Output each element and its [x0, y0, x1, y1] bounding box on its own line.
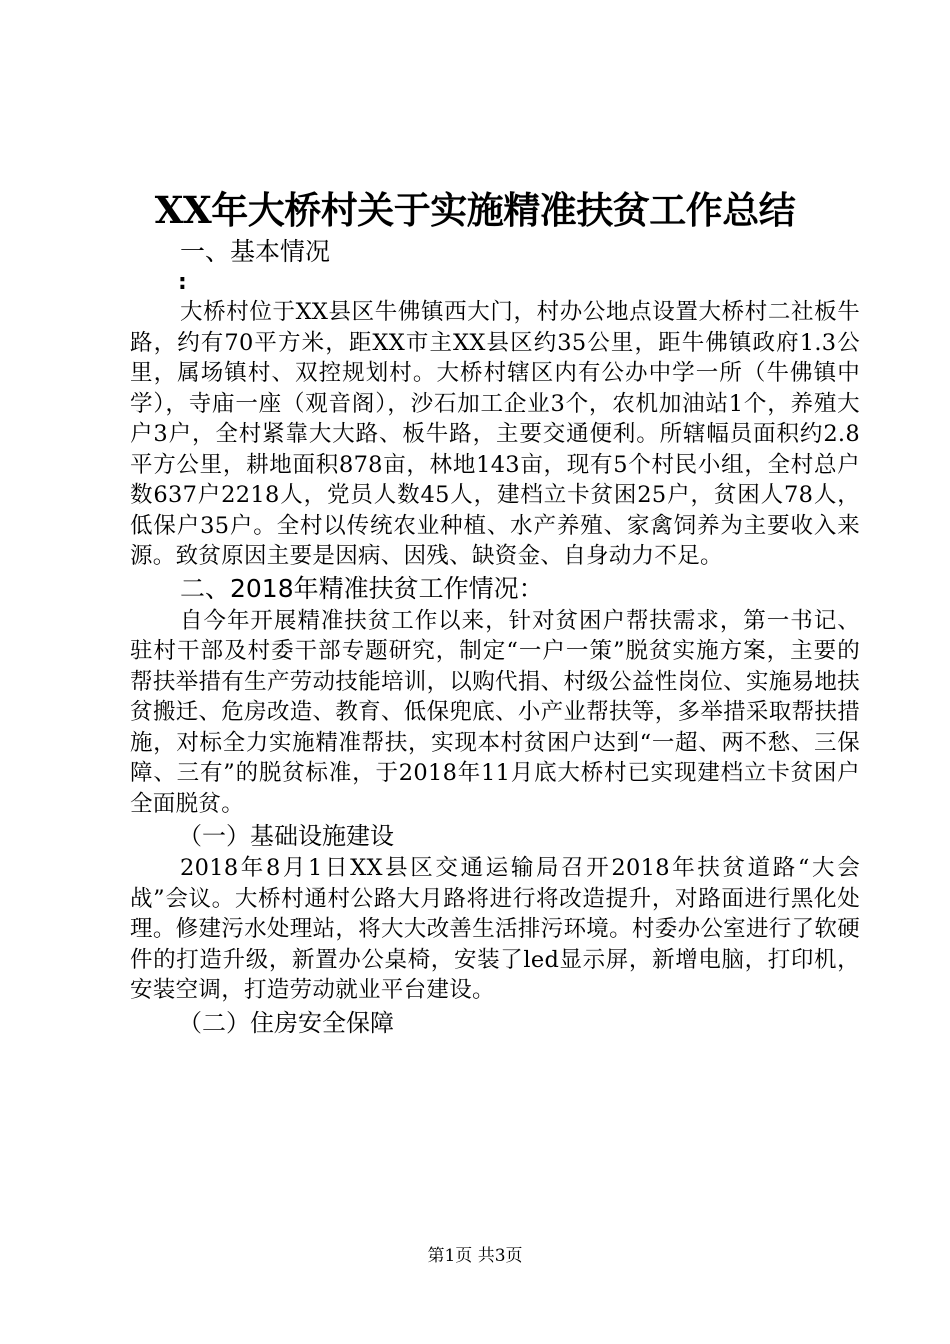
document-title: XX年大桥村关于实施精准扶贫工作总结: [154, 188, 796, 232]
page-footer: 第1页 共3页: [427, 1246, 523, 1266]
paragraph-2018-work: 自今年开展精准扶贫工作以来，针对贫困户帮扶需求，第一书记、驻村干部及村委干部专题研究，制定“一户一策”脱贫实施方案，主要的帮扶举措有生产劳动技能培训，以购代捐、村级公益性岗位、实施易地扶贫搬迁、危房改造、教育、低保兜底、小产业帮扶等，多举措采取帮扶措施，对标全力实施精准帮扶，实现本村贫困户达到“一超、两不愁、三保障、三有”的脱贫标准，于2018年11月底大桥村已实现建档立卡贫困户全面脱贫。: [130, 607, 860, 817]
subsection-heading-infrastructure: （一）基础设施建设: [178, 822, 394, 850]
document-body: [130, 235, 860, 1040]
section-heading-2018-work: 二、2018年精准扶贫工作情况：: [180, 573, 544, 603]
section-heading-colon: :: [178, 270, 187, 295]
paragraph-infrastructure: 2018年8月1日XX县区交通运输局召开2018年扶贫道路“大会战”会议。大桥村通村公路大月路将进行将改造提升，对路面进行黑化处理。修建污水处理站，将大大改善生活排污环境。村委办公室进行了软硬件的打造升级，新置办公桌椅，安装了led显示屏，新增电脑，打印机，安装空调，打造劳动就业平台建设。: [130, 855, 860, 1003]
subsection-heading-housing-safety: （二）住房安全保障: [178, 1008, 394, 1037]
section-heading-basic-info: 一、基本情况: [180, 237, 331, 266]
paragraph-basic-info: 大桥村位于XX县区牛佛镇西大门，村办公地点设置大桥村二社板牛路，约有70平方米，距XX市主XX县区约35公里，距牛佛镇政府1.3公里，属场镇村、双控规划村。大桥村辖区内有公办中学一所（牛佛镇中学），寺庙一座（观音阁），沙石加工企业3个，农机加油站1个，养殖大户3户，全村紧靠大大路、板牛路，主要交通便利。所辖幅员面积约2.8平方公里，耕地面积878亩，林地143亩，现有5个村民小组，全村总户数637户2218人，党员人数45人，建档立卡贫困25户，贫困人78人，低保户35户。全村以传统农业种植、水产养殖、家禽饲养为主要收入来源。致贫原因主要是因病、因残、缺资金、自身动力不足。: [130, 299, 860, 569]
